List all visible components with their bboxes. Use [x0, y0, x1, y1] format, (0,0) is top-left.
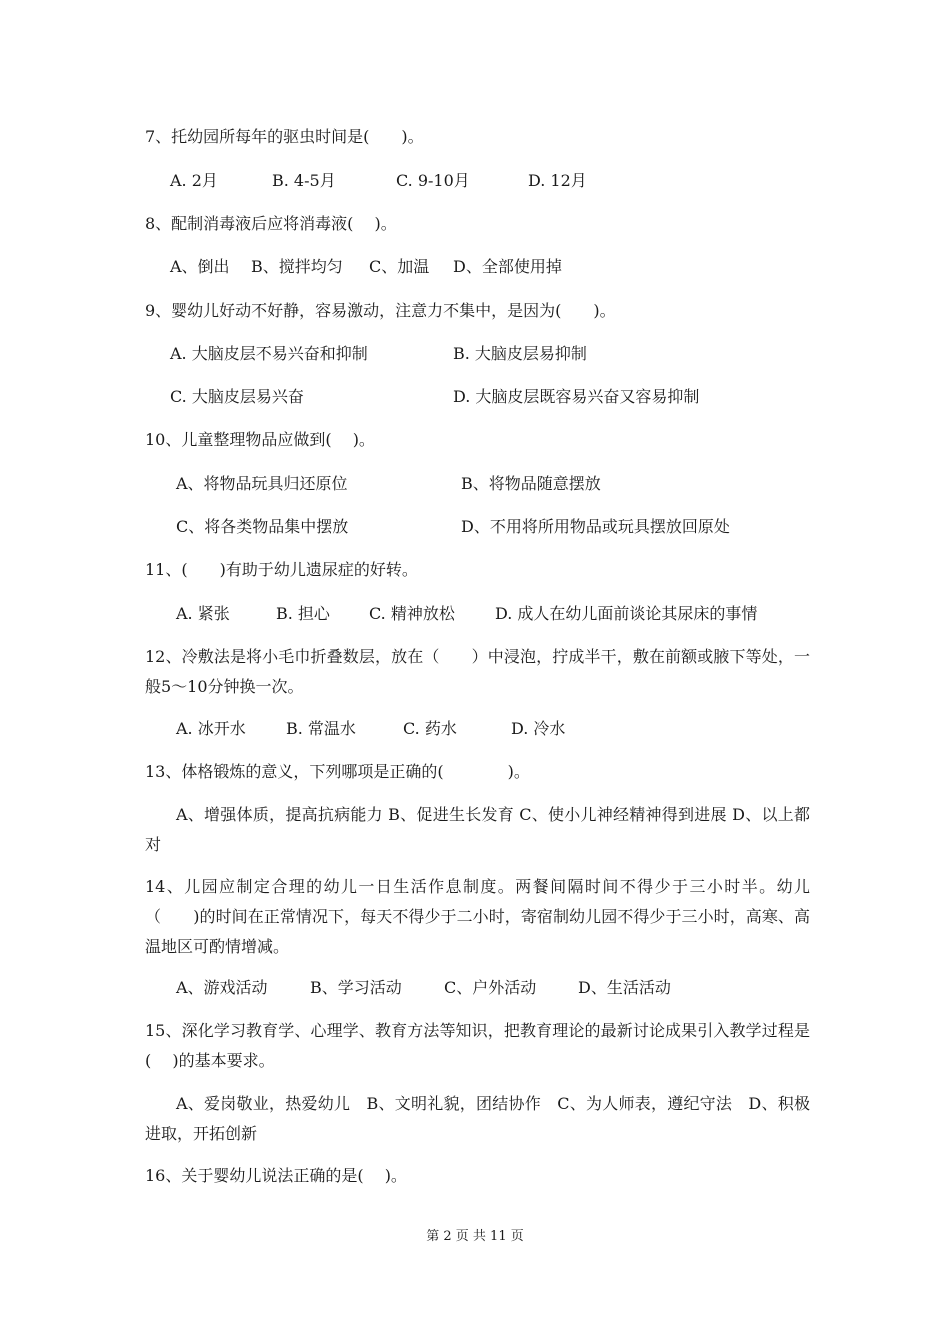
option-11a: A. 紧张	[176, 604, 230, 623]
option-9b: B. 大脑皮层易抑制	[453, 344, 587, 363]
question-7: 7、托幼园所每年的驱虫时间是( )。	[145, 127, 424, 146]
option-11c: C. 精神放松	[369, 604, 455, 623]
options-15: A、爱岗敬业，热爱幼儿 B、文明礼貌，团结协作 C、为人师表，遵纪守法 D、积极进取，开拓创新	[145, 1094, 810, 1143]
question-9: 9、婴幼儿好动不好静，容易激动，注意力不集中，是因为( )。	[145, 301, 616, 320]
question-16: 16、关于婴幼儿说法正确的是( )。	[145, 1166, 407, 1185]
question-8: 8、配制消毒液后应将消毒液( )。	[145, 214, 397, 233]
option-11b: B. 担心	[276, 604, 330, 623]
option-14a: A、游戏活动	[176, 978, 268, 997]
option-7d: D. 12月	[528, 171, 587, 190]
option-10c: C、将各类物品集中摆放	[176, 517, 349, 536]
option-12d: D. 冷水	[511, 719, 566, 738]
option-9c: C. 大脑皮层易兴奋	[170, 387, 304, 406]
option-8c: C、加温	[369, 257, 430, 276]
option-10a: A、将物品玩具归还原位	[176, 474, 348, 493]
option-14b: B、学习活动	[310, 978, 402, 997]
option-10b: B、将物品随意摆放	[461, 474, 601, 493]
page-number-footer: 第 2 页 共 11 页	[426, 1229, 524, 1244]
question-14: 14、儿园应制定合理的幼儿一日生活作息制度。两餐间隔时间不得少于三小时半。幼儿（ )的时间在正常情况下，每天不得少于二小时，寄宿制幼儿园不得少于三小时，高寒、高温地区可酌情增减。	[145, 877, 810, 956]
question-11: 11、( )有助于幼儿遗尿症的好转。	[145, 560, 418, 579]
option-10d: D、不用将所用物品或玩具摆放回原处	[461, 517, 730, 536]
option-7b: B. 4-5月	[272, 171, 336, 190]
option-14d: D、生活活动	[578, 978, 671, 997]
option-8d: D、全部使用掉	[453, 257, 562, 276]
option-12a: A. 冰开水	[176, 719, 246, 738]
option-8b: B、搅拌均匀	[251, 257, 343, 276]
option-14c: C、户外活动	[444, 978, 537, 997]
option-11d: D. 成人在幼儿面前谈论其尿床的事情	[495, 604, 758, 623]
option-12c: C. 药水	[403, 719, 457, 738]
option-7c: C. 9-10月	[396, 171, 470, 190]
question-12: 12、冷敷法是将小毛巾折叠数层，放在（ ）中浸泡，拧成半干，敷在前额或腋下等处，一般5～10分钟换一次。	[145, 647, 810, 696]
option-7a: A. 2月	[170, 171, 218, 190]
option-12b: B. 常温水	[286, 719, 356, 738]
option-9a: A. 大脑皮层不易兴奋和抑制	[170, 344, 368, 363]
option-9d: D. 大脑皮层既容易兴奋又容易抑制	[453, 387, 700, 406]
options-13: A、增强体质，提高抗病能力 B、促进生长发育 C、使小儿神经精神得到进展 D、以上都对	[145, 805, 810, 854]
question-13: 13、体格锻炼的意义，下列哪项是正确的( )。	[145, 762, 530, 781]
option-8a: A、倒出	[170, 257, 230, 276]
question-15: 15、深化学习教育学、心理学、教育方法等知识，把教育理论的最新讨论成果引入教学过程是( )的基本要求。	[145, 1021, 810, 1070]
question-10: 10、儿童整理物品应做到( )。	[145, 430, 375, 449]
